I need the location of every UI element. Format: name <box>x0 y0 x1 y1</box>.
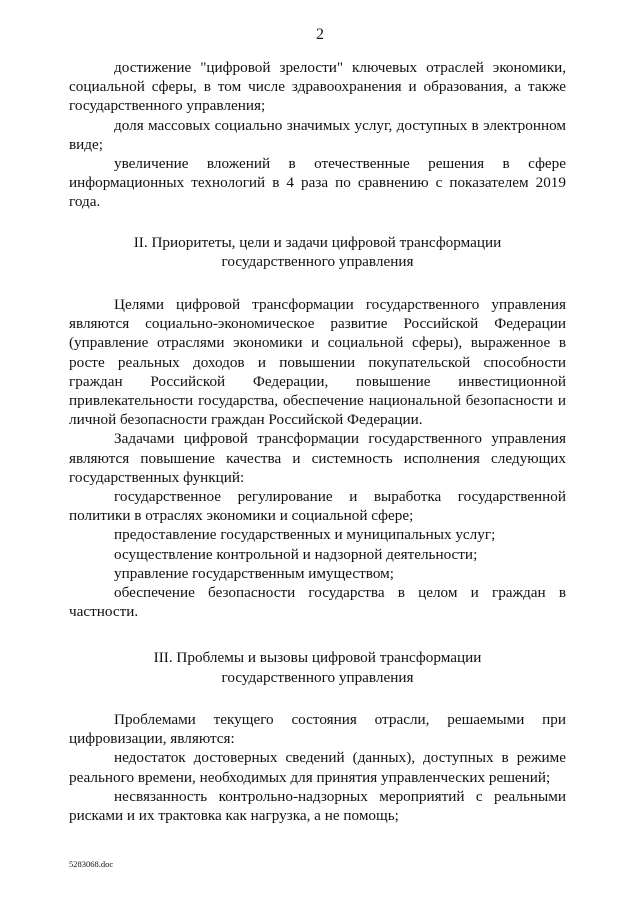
document-filename: 5283068.doc <box>69 859 114 869</box>
section-3-paragraph: Проблемами текущего состояния отрасли, решаемыми при цифровизации, являются: <box>69 710 566 748</box>
intro-paragraph: доля массовых социально значимых услуг, доступных в электронном виде; <box>69 116 566 153</box>
section-2-list-item: предоставление государственных и муниципальных услуг; <box>114 526 496 544</box>
section-2-list-item: осуществление контрольной и надзорной деятельности; <box>114 545 478 563</box>
intro-paragraph: увеличение вложений в отечественные решения в сфере информационных технологий в 4 раза по сравнению с показателем 2019 года. <box>69 155 566 211</box>
intro-paragraph: достижение "цифровой зрелости" ключевых отраслей экономики, социальной сферы, в том числе здравоохранения и образования, а также государственного управления; <box>69 59 566 115</box>
section-3-title-line: III. Проблемы и вызовы цифровой трансформации <box>153 649 482 667</box>
section-2-paragraph: Целями цифровой трансформации государственного управления являются социально-экономическое развитие Российской Федерации (управление отраслями экономики и социальной сферы), выраженное в росте реальных доходов и повышении покупательской способности граждан Российской Федерации, повышение инвестиционной привлекательности государства, обеспечение национальной безопасности и личной безопасности граждан Российской Федерации. <box>69 296 566 429</box>
section-3-heading <box>69 648 566 686</box>
section-2-list-item: обеспечение безопасности государства в целом и граждан в частности. <box>69 584 566 621</box>
section-3-list-item: несвязанность контрольно-надзорных мероприятий с реальными рисками и их трактовка как нагрузка, а не помощь; <box>69 787 566 824</box>
section-2-paragraph: Задачами цифровой трансформации государственного управления являются повышение качества и системность исполнения следующих государственных функций: <box>69 430 566 486</box>
section-2-title-line: государственного управления <box>221 252 414 270</box>
page-number: 2 <box>316 26 324 43</box>
document-body <box>69 58 566 825</box>
section-3-title-line: государственного управления <box>221 668 414 686</box>
section-2-list-item: государственное регулирование и выработка государственной политики в отраслях экономики и социальной сфере; <box>69 488 566 525</box>
section-3-list-item: недостаток достоверных сведений (данных), доступных в режиме реального времени, необходимых для принятия управленческих решений; <box>69 749 566 786</box>
section-2-list-item: управление государственным имуществом; <box>114 564 394 582</box>
section-2-title-line: II. Приоритеты, цели и задачи цифровой трансформации <box>133 233 502 251</box>
section-2-heading <box>69 233 566 271</box>
